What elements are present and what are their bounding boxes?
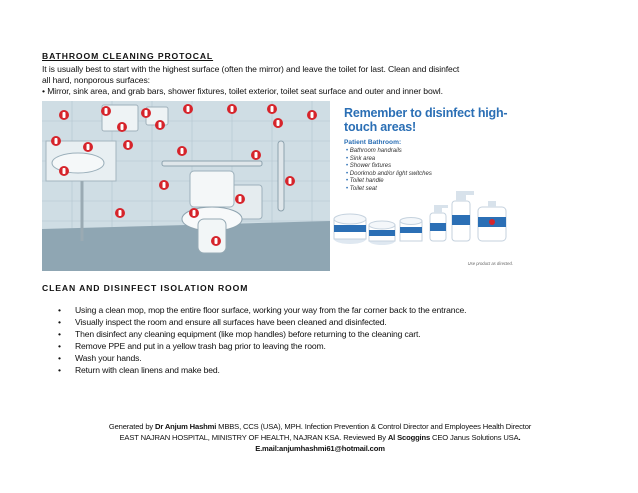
wipes-tub-icon xyxy=(400,218,422,242)
poster-subtitle: Patient Bathroom: xyxy=(344,139,402,146)
footer-reviewer: Al Scoggins xyxy=(387,433,431,443)
poster-item: • Toilet seat xyxy=(346,186,432,194)
disinfect-poster xyxy=(332,101,519,271)
footer-credentials: MBBS, CCS (USA), MPH. Infection Prevention & Control Director and Employees Health Director xyxy=(216,422,532,431)
spray-bottle-icon xyxy=(430,205,448,241)
jug-icon xyxy=(478,201,506,241)
poster-note: Use product as directed. xyxy=(467,261,513,266)
poster-item: • Sink area xyxy=(346,156,432,164)
list-item: • Then disinfect any cleaning equipment (like mop handles) before returning to the cleaning cart. xyxy=(58,328,466,340)
footer-hospital: EAST NAJRAN HOSPITAL, MINISTRY OF HEALTH, NAJRAN KSA. Reviewed By xyxy=(119,433,388,443)
isolation-section-heading: CLEAN AND DISINFECT ISOLATION ROOM xyxy=(42,283,249,293)
intro-line-2: all hard, nonporous surfaces: xyxy=(42,75,150,86)
bathroom-intro xyxy=(42,64,562,98)
poster-item: • Toilet handle xyxy=(346,178,432,186)
poster-item: • Doorknob and/or light switches xyxy=(346,171,432,179)
bathroom-section-heading: BATHROOM CLEANING PROTOCAL xyxy=(42,51,214,61)
wipes-tub-icon xyxy=(334,214,366,244)
document-footer xyxy=(40,421,600,455)
bathroom-illustration xyxy=(42,101,330,271)
isolation-steps-list xyxy=(58,304,466,377)
list-item: • Using a clean mop, mop the entire floor surface, working your way from the far corner back to the entrance. xyxy=(58,304,466,316)
product-containers-illustration xyxy=(332,101,519,271)
bathroom-photo xyxy=(42,101,330,271)
list-item: • Wash your hands. xyxy=(58,352,466,364)
list-item: • Return with clean linens and make bed. xyxy=(58,364,466,376)
footer-line-3 xyxy=(40,443,600,454)
footer-period: . xyxy=(518,433,521,443)
footer-email[interactable]: E.mail:anjumhashmi61@hotmail.com xyxy=(255,444,385,454)
footer-line-1 xyxy=(40,421,600,432)
footer-reviewer-title: CEO Janus Solutions USA xyxy=(430,433,519,443)
list-item: • Remove PPE and put in a yellow trash bag prior to leaving the room. xyxy=(58,340,466,352)
poster-item: • Bathroom handrails xyxy=(346,148,432,156)
footer-author: Dr Anjum Hashmi xyxy=(155,422,217,431)
list-item: • Visually inspect the room and ensure all surfaces have been cleaned and disinfected. xyxy=(58,316,466,328)
footer-line-2 xyxy=(40,432,600,443)
footer-prefix: Generated by xyxy=(108,422,156,431)
spray-bottle-icon xyxy=(452,191,474,241)
poster-title: Remember to disinfect high-touch areas! xyxy=(344,106,508,134)
intro-line-3: • Mirror, sink area, and grab bars, shower fixtures, toilet exterior, toilet seat surface and outer and inner bowl. xyxy=(42,86,443,97)
wipes-tub-icon xyxy=(369,221,395,245)
intro-line-1: It is usually best to start with the highest surface (often the mirror) and leave the toilet for last. Clean and disinfect xyxy=(42,64,460,74)
poster-item: • Shower fixtures xyxy=(346,163,432,171)
